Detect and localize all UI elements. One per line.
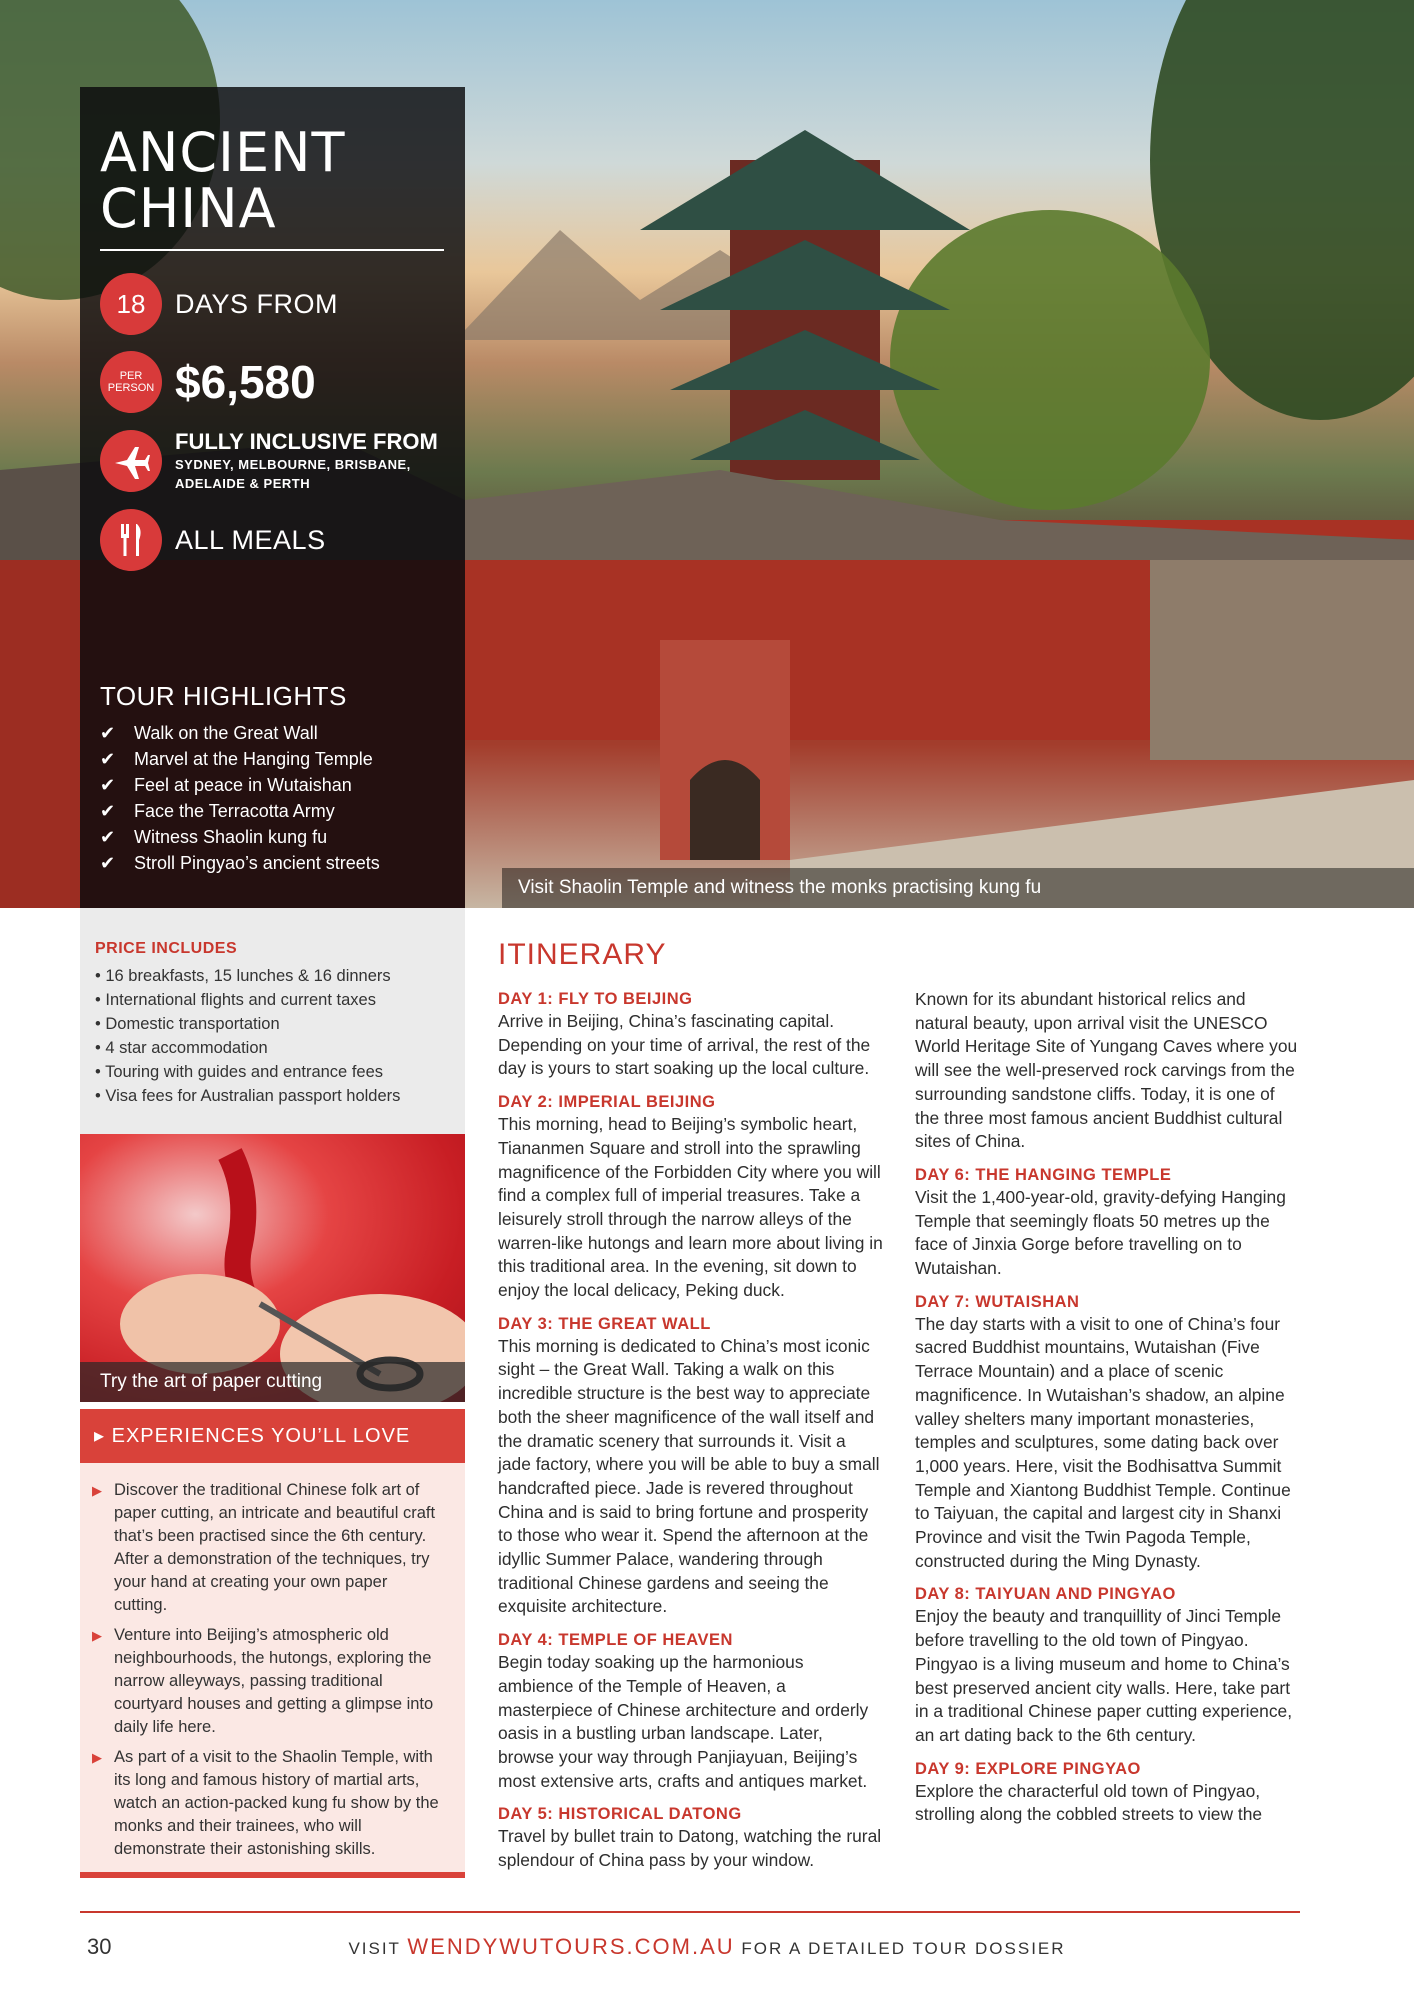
highlights-list — [100, 720, 450, 876]
inclusive-cities-line2: ADELAIDE & PERTH — [175, 476, 311, 491]
list-item: • Domestic transportation — [95, 1012, 450, 1036]
list-item: ▶ As part of a visit to the Shaolin Temple, with its long and famous history of martial arts, watch an action-packed kung fu show by the monks and their trainees, who will demonstrate their astonishing skills. — [92, 1748, 439, 1858]
checkmark-icon: ✔ — [100, 801, 116, 821]
day-heading: DAY 6: THE HANGING TEMPLE — [915, 1165, 1172, 1184]
day-text: Known for its abundant historical relics and natural beauty, upon arrival visit the UNESCO World Heritage Site of Yungang Caves where you will see the well-preserved rock carvings from the surrounding sandstone cliffs. Today, it is one of the three most famous ancient Buddhist cultural sites of China. — [915, 989, 1298, 1152]
per-person-label: PER PERSON — [107, 370, 155, 394]
airplane-icon — [100, 430, 162, 492]
triangle-right-icon: ▶ — [92, 1750, 102, 1765]
tour-title — [100, 121, 445, 240]
day-entry — [498, 1091, 883, 1303]
list-item: • Visa fees for Australian passport holders — [95, 1084, 450, 1108]
list-item: ▶ Discover the traditional Chinese folk art of paper cutting, an intricate and beautiful craft that’s been practised since the 6th century. After a demonstration of the techniques, try your hand at creating your own paper cutting. — [92, 1481, 436, 1614]
highlight-item: ✔ Marvel at the Hanging Temple — [100, 746, 450, 772]
day-entry — [498, 1629, 883, 1793]
paper-cutting-photo — [80, 1134, 465, 1402]
paper-cutting-caption: Try the art of paper cutting — [80, 1362, 465, 1402]
list-item: • Touring with guides and entrance fees — [95, 1060, 450, 1084]
checkmark-icon: ✔ — [100, 775, 116, 795]
price-row — [100, 351, 445, 413]
highlights-title: TOUR HIGHLIGHTS — [100, 681, 347, 711]
footer-visit: VISIT — [348, 1939, 401, 1958]
experiences-title: EXPERIENCES YOU’LL LOVE — [111, 1425, 411, 1447]
day-text: Visit the 1,400-year-old, gravity-defying Hanging Temple that seemingly floats 50 metres up the face of Jinxia Gorge before travelling on to Wutaishan. — [915, 1186, 1286, 1279]
day-text: The day starts with a visit to one of China’s four sacred Buddhist mountains, Wutaishan (Five Terrace Mountain) and a place of scenic magnificence. In Wutaishan’s shadow, an alpine valley shelters many important monasteries, temples and sculptures, some dating back over 1,000 years. Here, visit the Bodhisattva Summit Temple and Xiantong Buddhist Temple. Continue to Taiyuan, the capital and largest city in Shanxi Province and visit the Twin Pagoda Temple, constructed during the Ming Dynasty. — [915, 1313, 1291, 1571]
tour-title-line2: CHINA — [100, 177, 277, 240]
inclusive-cities-line1: SYDNEY, MELBOURNE, BRISBANE, — [175, 457, 411, 472]
list-item: • 4 star accommodation — [95, 1036, 450, 1060]
day-entry — [915, 1164, 1300, 1281]
highlight-item: ✔ Walk on the Great Wall — [100, 720, 450, 746]
day-entry — [498, 988, 883, 1081]
footer-cta — [0, 1934, 1414, 1960]
hero-photo-caption: Visit Shaolin Temple and witness the monks practising kung fu — [502, 868, 1414, 908]
day-entry — [498, 1803, 883, 1872]
tour-highlights — [100, 681, 450, 876]
page-number: 30 — [87, 1934, 112, 1959]
list-item: • 16 breakfasts, 15 lunches & 16 dinners — [95, 964, 450, 988]
day-heading: DAY 1: FLY TO BEIJING — [498, 990, 693, 1008]
inclusive-row — [100, 429, 445, 493]
day-text: Enjoy the beauty and tranquillity of Jinci Temple before travelling to the old town of Pingyao. Pingyao is a living museum and home to China’s best preserved ancient city walls. Here, take part in a traditional Chinese paper cutting experience, an art dating back to the 6th century. — [915, 1606, 1293, 1745]
triangle-right-icon: ▶ — [92, 1628, 102, 1643]
itinerary-title: ITINERARY — [498, 938, 667, 971]
checkmark-icon: ✔ — [100, 853, 116, 873]
inclusive-title: FULLY INCLUSIVE FROM — [175, 429, 438, 454]
checkmark-icon: ✔ — [100, 749, 116, 769]
tour-summary-panel — [80, 87, 465, 908]
day-entry — [915, 1758, 1300, 1827]
highlight-item: ✔ Face the Terracotta Army — [100, 798, 450, 824]
day-heading: DAY 4: TEMPLE OF HEAVEN — [498, 1631, 733, 1650]
highlight-item: ✔ Feel at peace in Wutaishan — [100, 772, 450, 798]
day-heading: DAY 5: HISTORICAL DATONG — [498, 1805, 742, 1824]
day-text: Arrive in Beijing, China’s fascinating capital. Depending on your time of arrival, the rest of the day is yours to start soaking up the local culture. — [498, 1011, 871, 1079]
day-text: Travel by bullet train to Datong, watching the rural splendour of China pass by your window. — [498, 1826, 882, 1871]
per-person-badge — [100, 351, 162, 413]
price-includes-box — [80, 908, 465, 1134]
day-heading: DAY 7: WUTAISHAN — [915, 1292, 1080, 1311]
day-entry — [498, 1313, 883, 1619]
experiences-list — [92, 1479, 445, 1861]
triangle-right-icon: ▸ — [94, 1425, 106, 1447]
day-entry — [915, 1583, 1300, 1747]
day-heading: DAY 9: EXPLORE PINGYAO — [915, 1759, 1141, 1778]
highlight-item: ✔ Stroll Pingyao’s ancient streets — [100, 850, 450, 876]
days-row — [100, 273, 445, 335]
day-text: This morning, head to Beijing’s symbolic heart, Tiananmen Square and stroll into the sprawling magnificence of the Forbidden City where you will find a complex full of imperial treasures. Take a leisurely stroll through the narrow alleys of the warren-like hutongs and learn more about living in this traditional area. In the evening, sit down to enjoy the local delicacy, Peking duck. — [498, 1114, 883, 1301]
experiences-header — [80, 1409, 465, 1463]
cutlery-icon — [100, 509, 162, 571]
tour-price: $6,580 — [175, 356, 316, 408]
footer-dossier-text: FOR A DETAILED TOUR DOSSIER — [741, 1939, 1066, 1958]
day-heading: DAY 2: IMPERIAL BEIJING — [498, 1093, 716, 1112]
list-item: • International flights and current taxes — [95, 988, 450, 1012]
days-number: 18 — [116, 288, 146, 319]
list-item: ▶ Venture into Beijing’s atmospheric old neighbourhoods, the hutongs, exploring the narrow alleyways, passing traditional courtyard houses and getting a glimpse into daily life here. — [92, 1626, 434, 1736]
hero-photo — [0, 0, 1414, 908]
price-includes-title: PRICE INCLUDES — [95, 940, 238, 957]
checkmark-icon: ✔ — [100, 827, 116, 847]
day-text: This morning is dedicated to China’s most iconic sight – the Great Wall. Taking a walk on this incredible structure is the best way to appreciate both the sheer magnificence of the wall itself and the dramatic scenery that surrounds it. Visit a jade factory, where you will be able to buy a small handcrafted piece. Jade is revered throughout China and is said to bring fortune and prosperity to those who wear it. Spend the afternoon at the idyllic Summer Palace, wandering through traditional Chinese gardens and seeing the exquisite architecture. — [498, 1335, 880, 1617]
meals-row — [100, 509, 445, 571]
days-badge — [100, 273, 162, 335]
day-entry — [915, 1291, 1300, 1574]
experiences-bottom-bar — [80, 1872, 465, 1878]
highlight-item: ✔ Witness Shaolin kung fu — [100, 824, 450, 850]
itinerary-column-1 — [498, 988, 883, 1883]
experiences-box — [80, 1463, 465, 1875]
meals-label: ALL MEALS — [175, 524, 326, 555]
days-label: DAYS FROM — [175, 288, 339, 319]
day-text: Begin today soaking up the harmonious ambience of the Temple of Heaven, a masterpiece of Chinese architecture and orderly oasis in a bustling urban landscape. Later, browse your way through Panjiayuan, Beijing’s most extensive arts, crafts and antiques market. — [498, 1652, 869, 1791]
day-entry — [915, 988, 1300, 1154]
inclusive-info — [175, 429, 438, 493]
footer-divider — [80, 1911, 1300, 1913]
footer-website-link[interactable]: WENDYWUTOURS.COM.AU — [407, 1934, 735, 1959]
itinerary-column-2 — [915, 988, 1300, 1837]
triangle-right-icon: ▶ — [92, 1483, 102, 1498]
day-heading: DAY 8: TAIYUAN AND PINGYAO — [915, 1585, 1176, 1604]
checkmark-icon: ✔ — [100, 723, 116, 743]
title-divider — [100, 249, 444, 251]
day-heading: DAY 3: THE GREAT WALL — [498, 1314, 711, 1333]
price-includes-list — [95, 964, 450, 1108]
tour-title-line1: ANCIENT — [100, 121, 346, 184]
day-text: Explore the characterful old town of Pingyao, strolling along the cobbled streets to view the — [915, 1780, 1263, 1825]
